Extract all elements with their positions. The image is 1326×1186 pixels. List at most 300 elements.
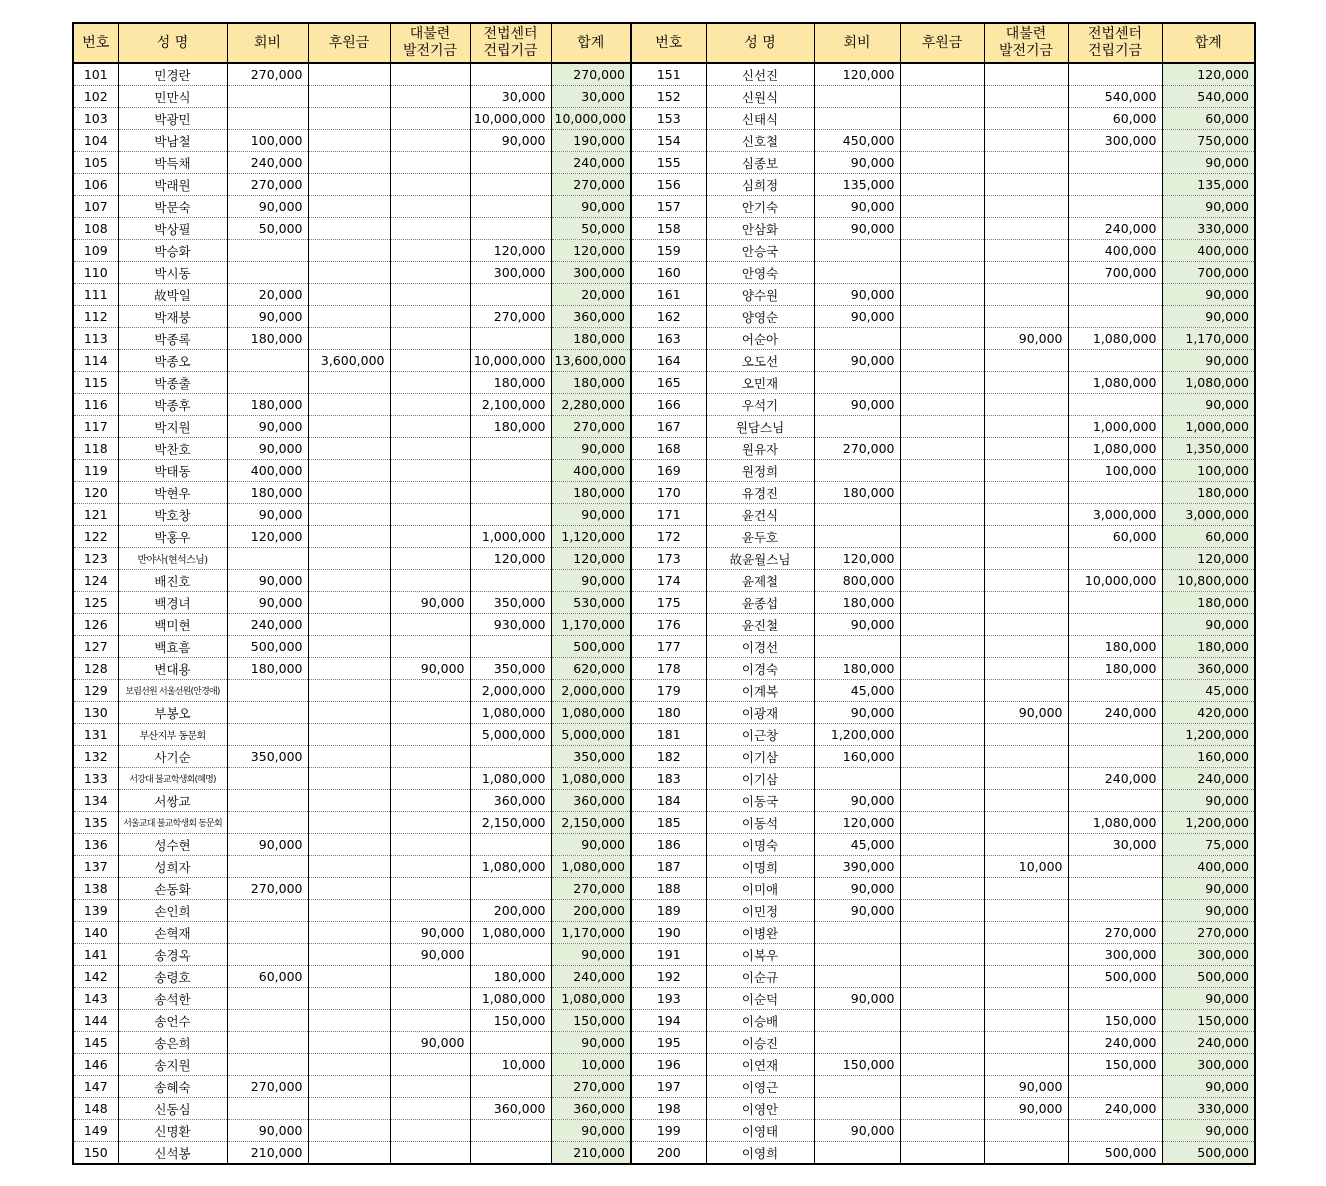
left-development-fund-cell: 90,000 — [390, 592, 470, 614]
right-total-cell: 90,000 — [1162, 394, 1255, 416]
col-name-header: 성 명 — [118, 23, 227, 63]
left-total-cell: 270,000 — [551, 1076, 631, 1098]
right-name-cell: 신원식 — [706, 86, 814, 108]
right-development-fund-cell — [984, 240, 1068, 262]
left-total-cell: 10,000 — [551, 1054, 631, 1076]
right-sponsorship-cell — [900, 1054, 984, 1076]
right-development-fund-cell — [984, 526, 1068, 548]
left-development-fund-cell — [390, 372, 470, 394]
right-number-cell: 198 — [631, 1098, 706, 1120]
left-center-fund-cell — [470, 878, 551, 900]
table-row — [73, 1142, 1255, 1165]
right-total-cell: 3,000,000 — [1162, 504, 1255, 526]
right-name-cell: 어순아 — [706, 328, 814, 350]
left-fee-cell — [227, 1054, 308, 1076]
left-name-cell: 신석봉 — [118, 1142, 227, 1165]
left-center-fund-cell: 180,000 — [470, 966, 551, 988]
right-sponsorship-cell — [900, 504, 984, 526]
right-name-cell: 이경숙 — [706, 658, 814, 680]
right-development-fund-cell — [984, 86, 1068, 108]
right-development-fund-cell — [984, 174, 1068, 196]
left-center-fund-cell: 150,000 — [470, 1010, 551, 1032]
right-sponsorship-cell — [900, 922, 984, 944]
left-sponsorship-cell: 3,600,000 — [308, 350, 390, 372]
left-sponsorship-cell — [308, 1076, 390, 1098]
left-fee-cell — [227, 988, 308, 1010]
right-sponsorship-cell — [900, 240, 984, 262]
left-sponsorship-cell — [308, 834, 390, 856]
right-sponsorship-cell — [900, 900, 984, 922]
right-sponsorship-cell — [900, 460, 984, 482]
left-center-fund-cell: 350,000 — [470, 592, 551, 614]
left-center-fund-cell: 300,000 — [470, 262, 551, 284]
left-name-cell: 보림선원 서울선원(안경애) — [118, 680, 227, 702]
right-number-cell: 173 — [631, 548, 706, 570]
table-row — [73, 438, 1255, 460]
left-fee-cell: 270,000 — [227, 1076, 308, 1098]
left-number-cell: 112 — [73, 306, 118, 328]
left-name-cell: 민만식 — [118, 86, 227, 108]
right-number-cell: 196 — [631, 1054, 706, 1076]
left-sponsorship-cell — [308, 460, 390, 482]
left-fee-cell: 100,000 — [227, 130, 308, 152]
col-fee-header: 회비 — [227, 23, 308, 63]
left-name-cell: 송은희 — [118, 1032, 227, 1054]
right-center-fund-cell — [1068, 394, 1162, 416]
left-center-fund-cell: 1,080,000 — [470, 856, 551, 878]
right-development-fund-cell — [984, 658, 1068, 680]
table-row — [73, 658, 1255, 680]
col-center-fund-header: 전법센터 건립기금 — [470, 23, 551, 63]
col-number-header: 번호 — [631, 23, 706, 63]
left-sponsorship-cell — [308, 944, 390, 966]
left-sponsorship-cell — [308, 240, 390, 262]
left-total-cell: 90,000 — [551, 196, 631, 218]
left-total-cell: 150,000 — [551, 1010, 631, 1032]
right-fee-cell — [814, 922, 900, 944]
right-fee-cell — [814, 1010, 900, 1032]
left-total-cell: 90,000 — [551, 944, 631, 966]
left-development-fund-cell — [390, 460, 470, 482]
left-development-fund-cell — [390, 350, 470, 372]
left-total-cell: 620,000 — [551, 658, 631, 680]
table-row — [73, 746, 1255, 768]
right-fee-cell — [814, 328, 900, 350]
left-development-fund-cell — [390, 526, 470, 548]
table-row — [73, 174, 1255, 196]
left-fee-cell — [227, 372, 308, 394]
left-center-fund-cell: 2,100,000 — [470, 394, 551, 416]
left-development-fund-cell — [390, 1120, 470, 1142]
right-center-fund-cell: 30,000 — [1068, 834, 1162, 856]
right-number-cell: 184 — [631, 790, 706, 812]
right-total-cell: 90,000 — [1162, 878, 1255, 900]
right-total-cell: 135,000 — [1162, 174, 1255, 196]
right-sponsorship-cell — [900, 702, 984, 724]
left-center-fund-cell — [470, 460, 551, 482]
left-center-fund-cell: 180,000 — [470, 372, 551, 394]
table-row — [73, 570, 1255, 592]
left-fee-cell — [227, 790, 308, 812]
left-development-fund-cell: 90,000 — [390, 658, 470, 680]
left-sponsorship-cell — [308, 1054, 390, 1076]
right-name-cell: 이기삼 — [706, 746, 814, 768]
left-total-cell: 2,000,000 — [551, 680, 631, 702]
left-development-fund-cell — [390, 306, 470, 328]
right-number-cell: 195 — [631, 1032, 706, 1054]
right-sponsorship-cell — [900, 746, 984, 768]
left-name-cell: 부봉오 — [118, 702, 227, 724]
left-development-fund-cell — [390, 614, 470, 636]
right-number-cell: 155 — [631, 152, 706, 174]
right-center-fund-cell — [1068, 1120, 1162, 1142]
left-sponsorship-cell — [308, 63, 390, 86]
left-name-cell: 백효흠 — [118, 636, 227, 658]
right-total-cell: 1,200,000 — [1162, 812, 1255, 834]
left-development-fund-cell — [390, 834, 470, 856]
right-development-fund-cell — [984, 878, 1068, 900]
right-name-cell: 이영근 — [706, 1076, 814, 1098]
left-center-fund-cell — [470, 636, 551, 658]
col-sponsorship-header: 후원금 — [308, 23, 390, 63]
right-sponsorship-cell — [900, 372, 984, 394]
right-name-cell: 오민재 — [706, 372, 814, 394]
right-fee-cell: 90,000 — [814, 878, 900, 900]
right-development-fund-cell — [984, 218, 1068, 240]
right-total-cell: 700,000 — [1162, 262, 1255, 284]
left-development-fund-cell — [390, 966, 470, 988]
left-sponsorship-cell — [308, 614, 390, 636]
left-sponsorship-cell — [308, 988, 390, 1010]
right-sponsorship-cell — [900, 482, 984, 504]
left-number-cell: 127 — [73, 636, 118, 658]
right-total-cell: 90,000 — [1162, 988, 1255, 1010]
right-center-fund-cell: 60,000 — [1068, 526, 1162, 548]
right-center-fund-cell — [1068, 350, 1162, 372]
table-row — [73, 1120, 1255, 1142]
right-total-cell: 160,000 — [1162, 746, 1255, 768]
right-center-fund-cell — [1068, 1076, 1162, 1098]
right-fee-cell: 90,000 — [814, 152, 900, 174]
right-center-fund-cell: 240,000 — [1068, 1032, 1162, 1054]
right-name-cell: 윤두호 — [706, 526, 814, 548]
right-sponsorship-cell — [900, 328, 984, 350]
right-number-cell: 194 — [631, 1010, 706, 1032]
right-center-fund-cell — [1068, 482, 1162, 504]
left-number-cell: 144 — [73, 1010, 118, 1032]
right-center-fund-cell: 500,000 — [1068, 966, 1162, 988]
left-total-cell: 270,000 — [551, 174, 631, 196]
table-row — [73, 460, 1255, 482]
right-fee-cell: 160,000 — [814, 746, 900, 768]
left-sponsorship-cell — [308, 1120, 390, 1142]
left-development-fund-cell — [390, 1142, 470, 1165]
table-row — [73, 372, 1255, 394]
right-total-cell: 45,000 — [1162, 680, 1255, 702]
right-center-fund-cell: 500,000 — [1068, 1142, 1162, 1165]
right-total-cell: 10,800,000 — [1162, 570, 1255, 592]
left-development-fund-cell — [390, 328, 470, 350]
right-name-cell: 유경진 — [706, 482, 814, 504]
right-number-cell: 192 — [631, 966, 706, 988]
right-fee-cell: 90,000 — [814, 614, 900, 636]
right-name-cell: 심희정 — [706, 174, 814, 196]
left-fee-cell — [227, 86, 308, 108]
right-name-cell: 원유자 — [706, 438, 814, 460]
right-total-cell: 1,170,000 — [1162, 328, 1255, 350]
left-number-cell: 141 — [73, 944, 118, 966]
right-name-cell: 양수원 — [706, 284, 814, 306]
left-development-fund-cell — [390, 240, 470, 262]
right-fee-cell: 800,000 — [814, 570, 900, 592]
left-fee-cell: 60,000 — [227, 966, 308, 988]
left-number-cell: 106 — [73, 174, 118, 196]
right-sponsorship-cell — [900, 834, 984, 856]
left-center-fund-cell — [470, 1032, 551, 1054]
right-total-cell: 60,000 — [1162, 108, 1255, 130]
left-fee-cell — [227, 262, 308, 284]
right-center-fund-cell — [1068, 746, 1162, 768]
left-sponsorship-cell — [308, 284, 390, 306]
left-sponsorship-cell — [308, 218, 390, 240]
left-fee-cell: 90,000 — [227, 834, 308, 856]
table-row — [73, 284, 1255, 306]
left-total-cell: 210,000 — [551, 1142, 631, 1165]
left-fee-cell: 90,000 — [227, 438, 308, 460]
table-row — [73, 922, 1255, 944]
left-sponsorship-cell — [308, 438, 390, 460]
left-center-fund-cell: 10,000,000 — [470, 350, 551, 372]
right-name-cell: 이미애 — [706, 878, 814, 900]
left-total-cell: 1,170,000 — [551, 614, 631, 636]
left-fee-cell: 270,000 — [227, 63, 308, 86]
right-sponsorship-cell — [900, 1010, 984, 1032]
left-fee-cell — [227, 1032, 308, 1054]
left-name-cell: 박현우 — [118, 482, 227, 504]
left-total-cell: 30,000 — [551, 86, 631, 108]
right-development-fund-cell — [984, 438, 1068, 460]
left-total-cell: 500,000 — [551, 636, 631, 658]
left-sponsorship-cell — [308, 196, 390, 218]
left-total-cell: 200,000 — [551, 900, 631, 922]
left-number-cell: 120 — [73, 482, 118, 504]
left-center-fund-cell — [470, 328, 551, 350]
table-row — [73, 394, 1255, 416]
left-number-cell: 132 — [73, 746, 118, 768]
right-center-fund-cell: 240,000 — [1068, 702, 1162, 724]
left-development-fund-cell — [390, 152, 470, 174]
right-center-fund-cell — [1068, 63, 1162, 86]
left-development-fund-cell — [390, 548, 470, 570]
left-development-fund-cell — [390, 856, 470, 878]
left-center-fund-cell: 5,000,000 — [470, 724, 551, 746]
right-development-fund-cell: 90,000 — [984, 328, 1068, 350]
right-fee-cell: 180,000 — [814, 592, 900, 614]
right-center-fund-cell: 540,000 — [1068, 86, 1162, 108]
right-development-fund-cell — [984, 614, 1068, 636]
right-fee-cell — [814, 636, 900, 658]
right-number-cell: 156 — [631, 174, 706, 196]
right-number-cell: 179 — [631, 680, 706, 702]
left-total-cell: 50,000 — [551, 218, 631, 240]
left-name-cell: 손동화 — [118, 878, 227, 900]
right-number-cell: 177 — [631, 636, 706, 658]
left-total-cell: 2,150,000 — [551, 812, 631, 834]
right-total-cell: 90,000 — [1162, 1076, 1255, 1098]
left-number-cell: 131 — [73, 724, 118, 746]
left-development-fund-cell — [390, 636, 470, 658]
right-center-fund-cell — [1068, 614, 1162, 636]
left-sponsorship-cell — [308, 768, 390, 790]
left-fee-cell: 180,000 — [227, 482, 308, 504]
right-name-cell: 윤진철 — [706, 614, 814, 636]
right-number-cell: 185 — [631, 812, 706, 834]
right-sponsorship-cell — [900, 658, 984, 680]
right-total-cell: 330,000 — [1162, 218, 1255, 240]
left-center-fund-cell: 1,080,000 — [470, 988, 551, 1010]
right-sponsorship-cell — [900, 394, 984, 416]
table-row — [73, 1054, 1255, 1076]
left-name-cell: 성희자 — [118, 856, 227, 878]
left-fee-cell: 90,000 — [227, 306, 308, 328]
right-number-cell: 181 — [631, 724, 706, 746]
right-sponsorship-cell — [900, 262, 984, 284]
right-total-cell: 100,000 — [1162, 460, 1255, 482]
table-row — [73, 680, 1255, 702]
right-name-cell: 이민정 — [706, 900, 814, 922]
right-number-cell: 168 — [631, 438, 706, 460]
left-number-cell: 107 — [73, 196, 118, 218]
left-center-fund-cell — [470, 834, 551, 856]
left-development-fund-cell — [390, 262, 470, 284]
left-sponsorship-cell — [308, 262, 390, 284]
left-center-fund-cell: 360,000 — [470, 790, 551, 812]
right-name-cell: 안삼화 — [706, 218, 814, 240]
left-sponsorship-cell — [308, 724, 390, 746]
right-sponsorship-cell — [900, 63, 984, 86]
left-fee-cell: 270,000 — [227, 878, 308, 900]
right-name-cell: 안기숙 — [706, 196, 814, 218]
left-fee-cell: 500,000 — [227, 636, 308, 658]
table-row — [73, 724, 1255, 746]
right-sponsorship-cell — [900, 614, 984, 636]
right-total-cell: 120,000 — [1162, 548, 1255, 570]
left-total-cell: 350,000 — [551, 746, 631, 768]
left-total-cell: 90,000 — [551, 1032, 631, 1054]
right-name-cell: 이순규 — [706, 966, 814, 988]
left-number-cell: 103 — [73, 108, 118, 130]
left-fee-cell: 20,000 — [227, 284, 308, 306]
right-development-fund-cell — [984, 1054, 1068, 1076]
left-number-cell: 139 — [73, 900, 118, 922]
col-development-fund-header: 대불련 발전기금 — [984, 23, 1068, 63]
right-fee-cell: 1,200,000 — [814, 724, 900, 746]
right-development-fund-cell — [984, 570, 1068, 592]
right-number-cell: 183 — [631, 768, 706, 790]
right-sponsorship-cell — [900, 218, 984, 240]
left-sponsorship-cell — [308, 856, 390, 878]
table-row — [73, 1010, 1255, 1032]
left-total-cell: 5,000,000 — [551, 724, 631, 746]
right-number-cell: 161 — [631, 284, 706, 306]
left-number-cell: 135 — [73, 812, 118, 834]
right-development-fund-cell: 90,000 — [984, 1098, 1068, 1120]
right-name-cell: 신태식 — [706, 108, 814, 130]
left-number-cell: 125 — [73, 592, 118, 614]
left-development-fund-cell — [390, 702, 470, 724]
left-center-fund-cell: 270,000 — [470, 306, 551, 328]
left-number-cell: 111 — [73, 284, 118, 306]
right-total-cell: 360,000 — [1162, 658, 1255, 680]
right-number-cell: 175 — [631, 592, 706, 614]
left-development-fund-cell — [390, 878, 470, 900]
left-number-cell: 119 — [73, 460, 118, 482]
left-fee-cell — [227, 350, 308, 372]
left-total-cell: 270,000 — [551, 878, 631, 900]
left-development-fund-cell — [390, 812, 470, 834]
right-number-cell: 157 — [631, 196, 706, 218]
left-sponsorship-cell — [308, 658, 390, 680]
right-sponsorship-cell — [900, 152, 984, 174]
left-name-cell: 서울교대 불교학생회 동문회 — [118, 812, 227, 834]
right-center-fund-cell — [1068, 284, 1162, 306]
left-number-cell: 108 — [73, 218, 118, 240]
right-total-cell: 90,000 — [1162, 350, 1255, 372]
table-body — [73, 63, 1255, 1164]
left-sponsorship-cell — [308, 790, 390, 812]
right-total-cell: 75,000 — [1162, 834, 1255, 856]
right-total-cell: 180,000 — [1162, 592, 1255, 614]
right-center-fund-cell — [1068, 680, 1162, 702]
left-sponsorship-cell — [308, 372, 390, 394]
left-name-cell: 박득채 — [118, 152, 227, 174]
left-number-cell: 149 — [73, 1120, 118, 1142]
left-name-cell: 박홍우 — [118, 526, 227, 548]
right-number-cell: 162 — [631, 306, 706, 328]
left-name-cell: 박재붕 — [118, 306, 227, 328]
right-number-cell: 186 — [631, 834, 706, 856]
right-sponsorship-cell — [900, 306, 984, 328]
right-name-cell: 오도선 — [706, 350, 814, 372]
left-fee-cell: 180,000 — [227, 394, 308, 416]
right-number-cell: 170 — [631, 482, 706, 504]
right-name-cell: 이기삼 — [706, 768, 814, 790]
left-center-fund-cell: 1,080,000 — [470, 922, 551, 944]
right-fee-cell: 90,000 — [814, 790, 900, 812]
table-row — [73, 592, 1255, 614]
right-center-fund-cell — [1068, 548, 1162, 570]
right-sponsorship-cell — [900, 196, 984, 218]
left-sponsorship-cell — [308, 1010, 390, 1032]
right-number-cell: 180 — [631, 702, 706, 724]
table-row — [73, 240, 1255, 262]
left-name-cell: 박찬호 — [118, 438, 227, 460]
left-development-fund-cell — [390, 438, 470, 460]
right-total-cell: 90,000 — [1162, 1120, 1255, 1142]
right-number-cell: 200 — [631, 1142, 706, 1165]
table-row — [73, 856, 1255, 878]
left-name-cell: 송혜숙 — [118, 1076, 227, 1098]
left-total-cell: 90,000 — [551, 570, 631, 592]
right-development-fund-cell — [984, 152, 1068, 174]
right-center-fund-cell: 240,000 — [1068, 768, 1162, 790]
left-center-fund-cell — [470, 1076, 551, 1098]
right-number-cell: 190 — [631, 922, 706, 944]
right-name-cell: 심종보 — [706, 152, 814, 174]
right-name-cell: 이명희 — [706, 856, 814, 878]
left-development-fund-cell — [390, 988, 470, 1010]
right-sponsorship-cell — [900, 570, 984, 592]
